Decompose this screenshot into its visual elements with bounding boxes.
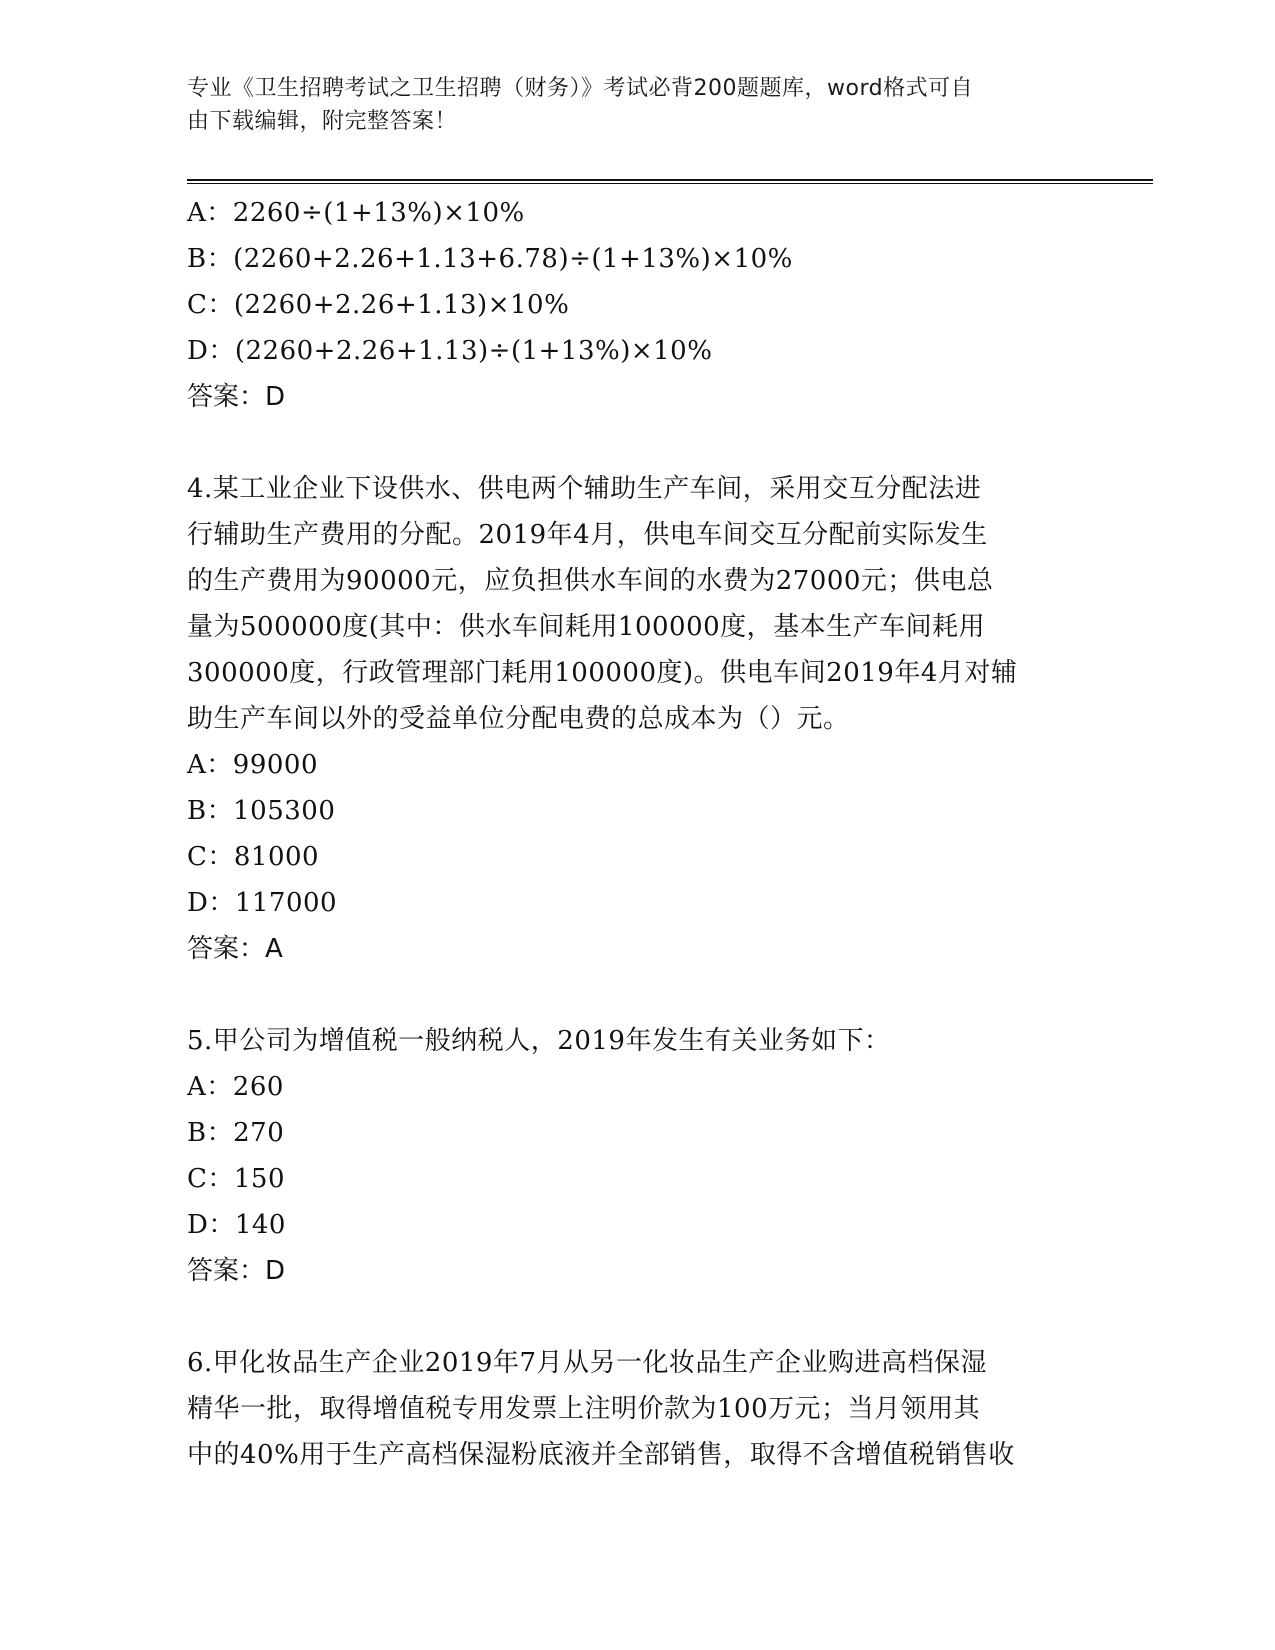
option-c: C：150 [187,1164,286,1194]
option-b: B：270 [187,1118,285,1148]
question-stem-line: 量为500000度(其中：供水车间耗用100000度，基本生产车间耗用 [187,612,986,642]
spacer [187,1294,1087,1340]
option-a: A：260 [187,1072,284,1102]
question-5 [187,1018,1087,1294]
question-stem-line: 4.某工业企业下设供水、供电两个辅助生产车间，采用交互分配法进 [187,474,982,504]
question-stem-line: 行辅助生产费用的分配。2019年4月，供电车间交互分配前实际发生 [187,520,988,550]
question-stem-line: 300000度，行政管理部门耗用100000度)。供电车间2019年4月对辅 [187,658,1018,688]
option-a: A：2260÷(1+13%)×10% [187,198,525,228]
option-a: A：99000 [187,750,318,780]
spacer [187,972,1087,1018]
answer: 答案：D [187,1256,286,1286]
option-c: C：(2260+2.26+1.13)×10% [187,290,570,320]
header-line-2: 由下载编辑，附完整答案！ [187,109,458,134]
spacer [187,420,1087,466]
question-stem-line: 5.甲公司为增值税一般纳税人，2019年发生有关业务如下： [187,1026,891,1056]
header-divider-thin [187,183,1153,184]
question-stem-line: 中的40%用于生产高档保湿粉底液并全部销售，取得不含增值税销售收 [187,1440,1015,1470]
option-b: B：105300 [187,796,336,826]
answer: 答案：A [187,934,283,964]
header-line-1: 专业《卫生招聘考试之卫生招聘（财务）》考试必背200题题库，word格式可自 [187,76,974,101]
option-d: D：117000 [187,888,338,918]
option-c: C：81000 [187,842,320,872]
question-stem-line: 6.甲化妆品生产企业2019年7月从另一化妆品生产企业购进高档保湿 [187,1348,988,1378]
question-stem-line: 助生产车间以外的受益单位分配电费的总成本为（）元。 [187,704,850,734]
document-header [187,72,1087,138]
option-d: D：140 [187,1210,286,1240]
question-content [187,190,1087,1478]
question-3 [187,190,1087,420]
option-b: B：(2260+2.26+1.13+6.78)÷(1+13%)×10% [187,244,793,274]
question-stem-line: 的生产费用为90000元，应负担供水车间的水费为27000元；供电总 [187,566,994,596]
question-stem-line: 精华一批，取得增值税专用发票上注明价款为100万元；当月领用其 [187,1394,981,1424]
question-6 [187,1340,1087,1478]
option-d: D：(2260+2.26+1.13)÷(1+13%)×10% [187,336,713,366]
question-4 [187,466,1087,972]
answer: 答案：D [187,382,286,412]
header-divider-thick [187,179,1153,181]
